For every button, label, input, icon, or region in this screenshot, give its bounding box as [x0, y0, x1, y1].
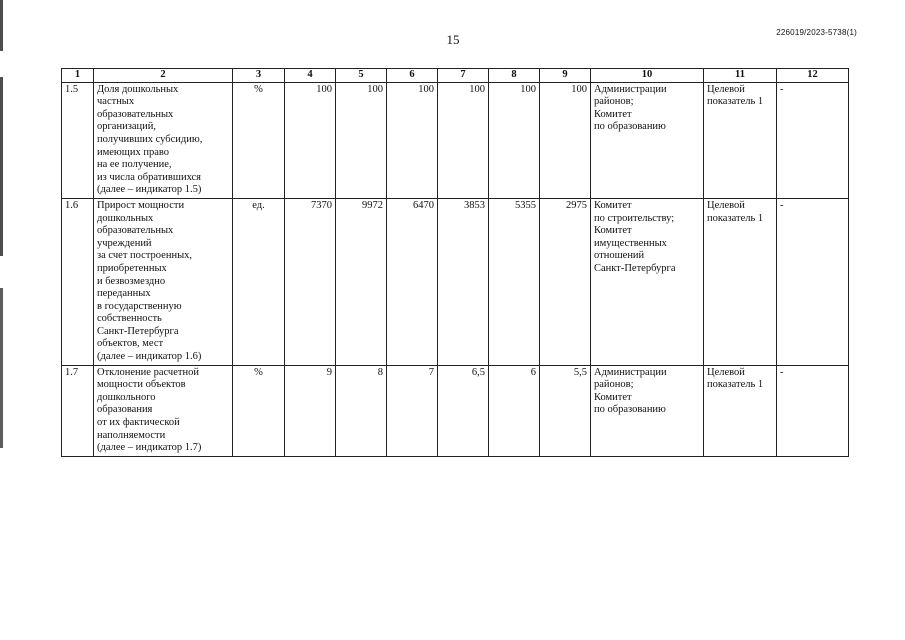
indicator-type: Целевой показатель 1 [704, 198, 777, 365]
indicator-number: 1.6 [62, 198, 94, 365]
indicator-value: 2975 [540, 198, 591, 365]
indicator-number: 1.7 [62, 365, 94, 456]
responsible-executor: Комитет по строительству; Комитет имущественных отношений Санкт-Петербурга [591, 198, 704, 365]
table-row [62, 198, 849, 365]
indicator-value: 100 [336, 82, 387, 198]
indicator-name: Доля дошкольных частных образовательных организаций, получивших субсидию, имеющих право на ее получение, из числа обратившихся (далее – индикатор 1.5) [94, 82, 233, 198]
indicator-value: 5355 [489, 198, 540, 365]
column-header: 2 [94, 69, 233, 83]
column-header: 1 [62, 69, 94, 83]
indicator-value: 6 [489, 365, 540, 456]
indicator-note: - [777, 365, 849, 456]
indicator-unit: % [233, 82, 285, 198]
indicator-value: 100 [438, 82, 489, 198]
indicators-table [61, 68, 849, 457]
indicator-unit: % [233, 365, 285, 456]
indicator-name: Прирост мощности дошкольных образовательных учреждений за счет построенных, приобретенных и безвозмездно переданных в государственную собственность Санкт-Петербурга объектов, мест (далее – индикатор 1.6) [94, 198, 233, 365]
column-header: 6 [387, 69, 438, 83]
column-header: 9 [540, 69, 591, 83]
column-header: 8 [489, 69, 540, 83]
column-header: 5 [336, 69, 387, 83]
indicator-value: 3853 [438, 198, 489, 365]
scan-edge-artifact [0, 0, 3, 640]
indicator-value: 9 [285, 365, 336, 456]
indicator-number: 1.5 [62, 82, 94, 198]
page-number: 15 [446, 32, 460, 47]
indicator-value: 6,5 [438, 365, 489, 456]
indicator-value: 100 [285, 82, 336, 198]
indicator-value: 8 [336, 365, 387, 456]
indicator-name: Отклонение расчетной мощности объектов дошкольного образования от их фактической наполняемости (далее – индикатор 1.7) [94, 365, 233, 456]
responsible-executor: Администрации районов; Комитет по образованию [591, 365, 704, 456]
document-id: 226019/2023-5738(1) [776, 28, 857, 37]
indicator-value: 6470 [387, 198, 438, 365]
indicator-value: 9972 [336, 198, 387, 365]
table-row [62, 82, 849, 198]
indicator-type: Целевой показатель 1 [704, 365, 777, 456]
column-number-row [62, 69, 849, 83]
column-header: 10 [591, 69, 704, 83]
column-header: 4 [285, 69, 336, 83]
indicator-value: 100 [387, 82, 438, 198]
column-header: 12 [777, 69, 849, 83]
indicator-value: 100 [540, 82, 591, 198]
indicator-value: 7370 [285, 198, 336, 365]
indicator-value: 5,5 [540, 365, 591, 456]
table-row [62, 365, 849, 456]
indicator-type: Целевой показатель 1 [704, 82, 777, 198]
indicator-note: - [777, 82, 849, 198]
column-header: 7 [438, 69, 489, 83]
indicator-unit: ед. [233, 198, 285, 365]
column-header: 11 [704, 69, 777, 83]
column-header: 3 [233, 69, 285, 83]
indicator-note: - [777, 198, 849, 365]
indicator-value: 7 [387, 365, 438, 456]
indicator-value: 100 [489, 82, 540, 198]
responsible-executor: Администрации районов; Комитет по образованию [591, 82, 704, 198]
